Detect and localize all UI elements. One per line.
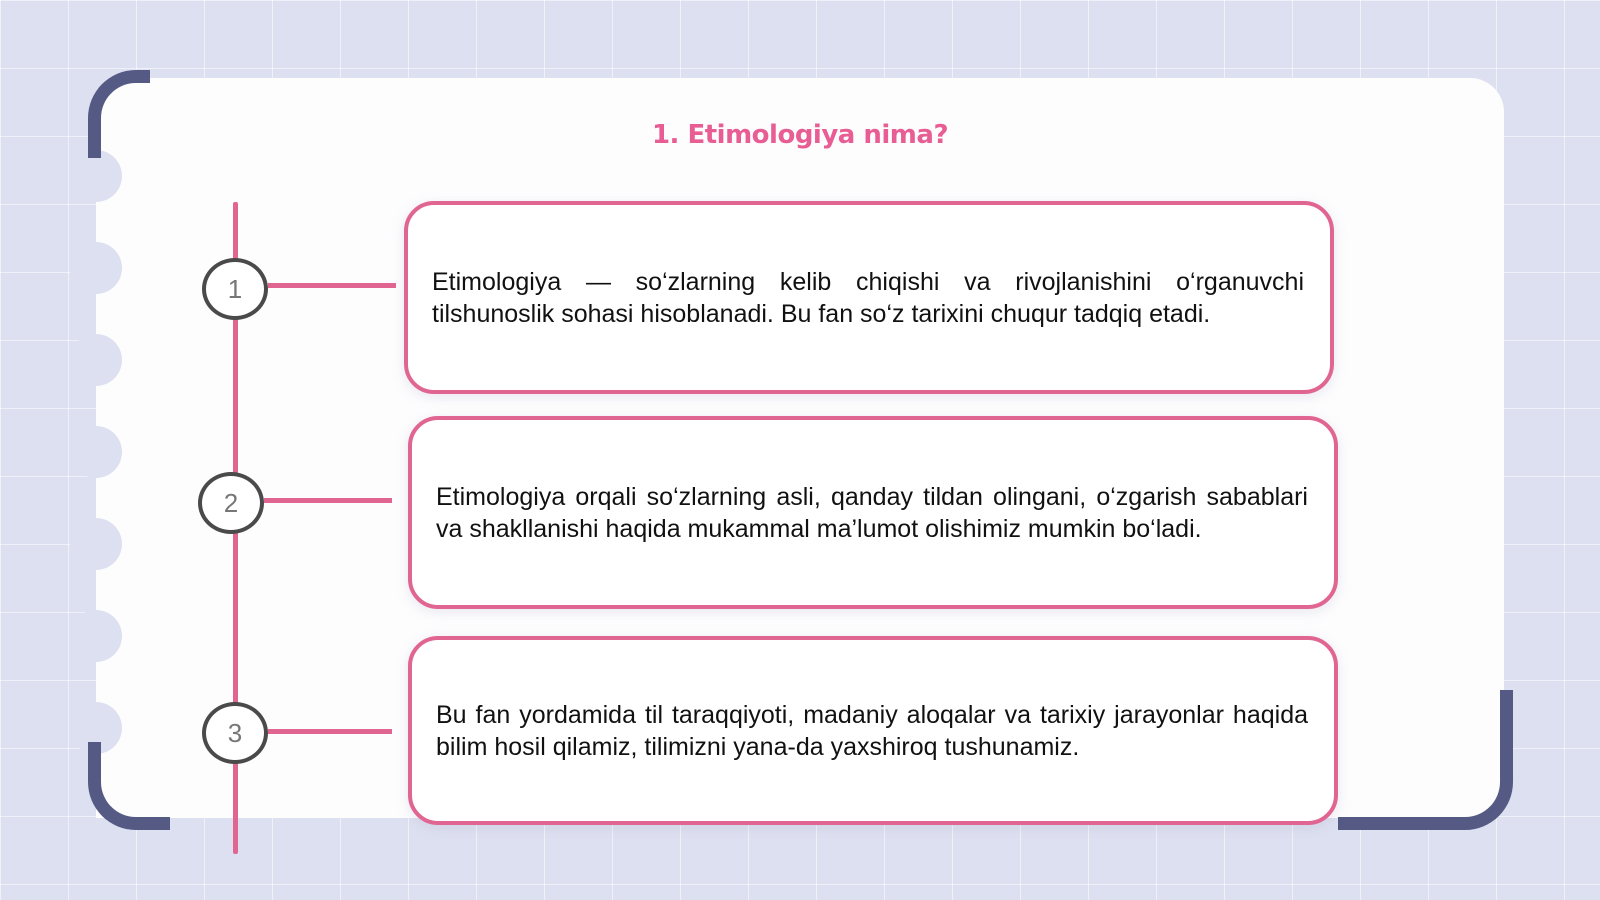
card-text: Etimologiya orqali so‘zlarning asli, qanday tildan olingani, o‘zgarish sabablari va shakllanishi haqida mukammal ma’lumot olishimiz mumkin bo‘ladi. — [436, 482, 1308, 543]
paper-hole — [70, 426, 122, 478]
timeline-marker-1 — [202, 258, 268, 320]
slide-title: 1. Etimologiya nima? — [651, 120, 949, 150]
timeline-marker-2 — [198, 472, 264, 534]
corner-bracket-top-left — [88, 70, 150, 158]
paper-hole — [70, 518, 122, 570]
card-text: Bu fan yordamida til taraqqiyoti, madaniy aloqalar va tarixiy jarayonlar haqida bilim hosil qilamiz, tilimizni yana-da yaxshiroq tushunamiz. — [436, 700, 1308, 761]
timeline-connector — [268, 729, 392, 734]
paper-hole — [70, 334, 122, 386]
card-text: Etimologiya — so‘zlarning kelib chiqishi va rivojlanishini o‘rganuvchi tilshunoslik sohasi hisoblanadi. Bu fan so‘z tarixini chuqur tadqiq etadi. — [432, 267, 1304, 328]
marker-number: 2 — [223, 487, 239, 518]
timeline-card-2 — [408, 416, 1338, 609]
timeline-card-1 — [404, 201, 1334, 394]
paper-hole — [70, 242, 122, 294]
paper-hole — [70, 610, 122, 662]
timeline-connector — [264, 498, 392, 503]
timeline-card-3 — [408, 636, 1338, 825]
marker-number: 1 — [227, 273, 243, 304]
marker-number: 3 — [227, 717, 243, 748]
corner-bracket-bottom-right — [1338, 690, 1513, 830]
timeline-connector — [268, 283, 396, 288]
timeline-marker-3 — [202, 702, 268, 764]
